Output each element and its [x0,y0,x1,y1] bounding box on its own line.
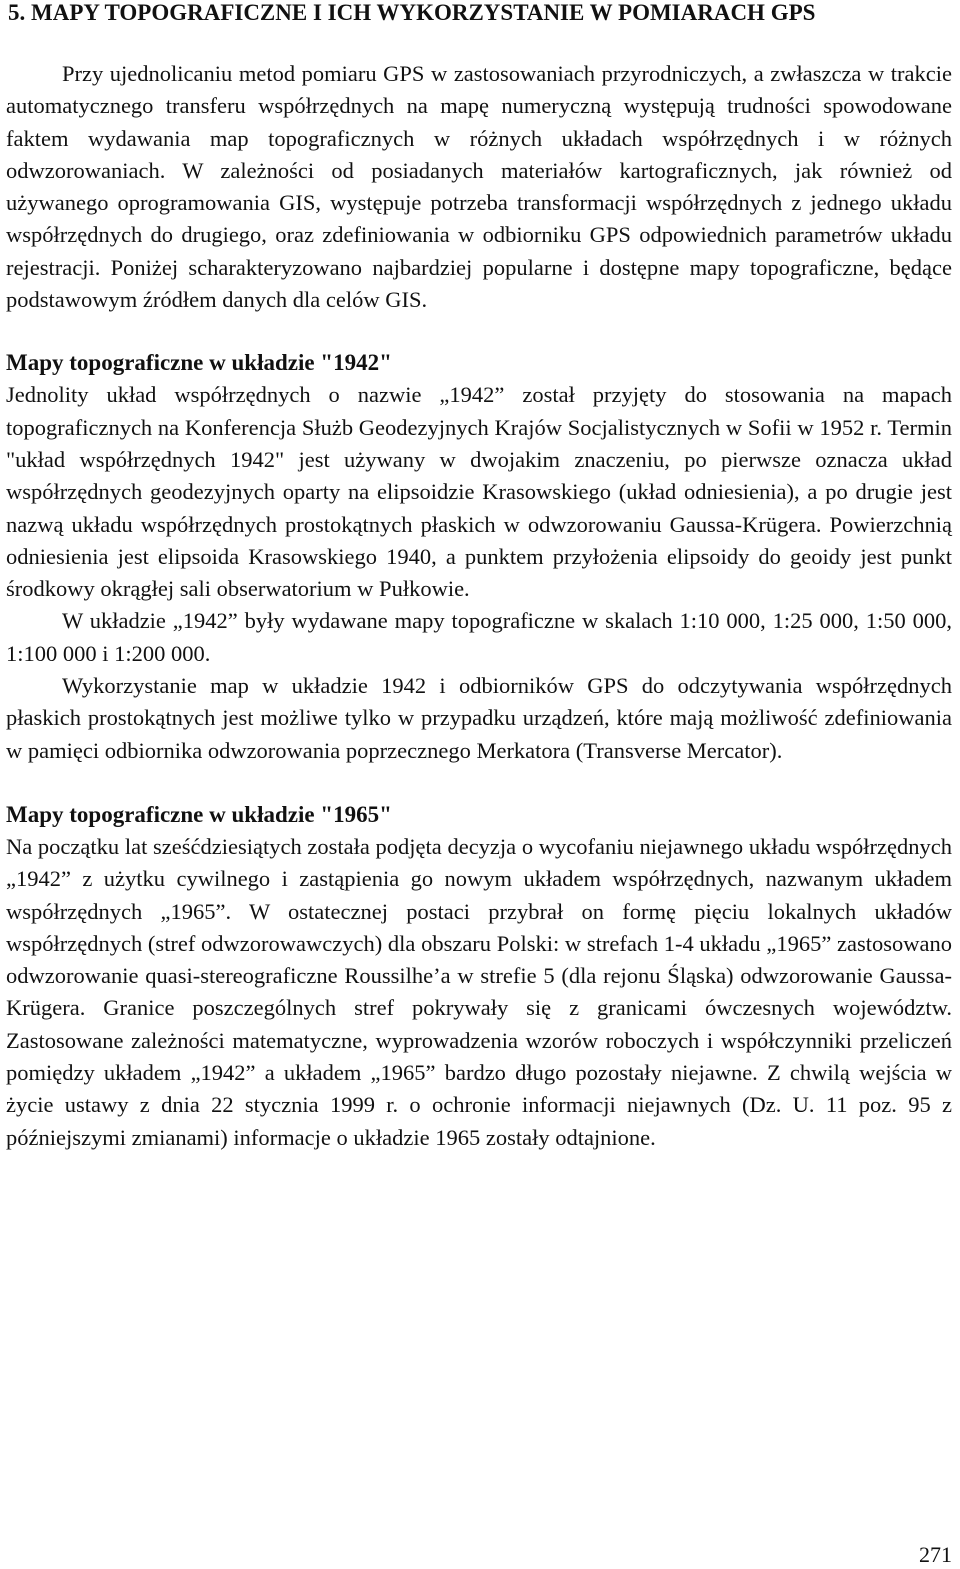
section-1965-paragraph-1: Na początku lat sześćdziesiątych została podjęta decyzja o wycofaniu niejawnego układu współrzędnych „1942” z użytku cywilnego i zastąpienia go nowym układem współrzędnych, nazwanym układem współrzędnych „1965”. W ostatecznej postaci przybrał on formę pięciu lokalnych układów współrzędnych (stref odwzorowawczych) dla obszaru Polski: w strefach 1-4 układu „1965” zastosowano odwzorowanie quasi-stereograficzne Roussilhe’a w strefie 5 (dla rejonu Śląska) odwzorowanie Gaussa-Krügera. Granice poszczególnych stref pokrywały się z granicami ówczesnych województw. Zastosowane zależności matematyczne, wyprowadzenia wzorów roboczych i współczynniki przeliczeń pomiędzy układem „1942” a układem „1965” bardzo długo pozostały niejawne. Z chwilą wejścia w życie ustawy z dnia 22 stycznia 1999 r. o ochronie informacji niejawnych (Dz. U. 11 poz. 95 z późniejszymi zmianami) informacje o układzie 1965 zostały odtajnione. [6,833,952,1150]
chapter-title: 5. MAPY TOPOGRAFICZNE I ICH WYKORZYSTANIE W POMIARACH GPS [8,0,816,25]
section-heading-1942: Mapy topograficzne w układzie "1942" [6,350,392,376]
intro-paragraph: Przy ujednolicaniu metod pomiaru GPS w zastosowaniach przyrodniczych, a zwłaszcza w trakcie automatycznego transferu współrzędnych na mapę numeryczną występują trudności spowodowane faktem wydawania map topograficznych w różnych układach współrzędnych i w różnych odwzorowaniach. W zależności od posiadanych materiałów kartograficznych, jak również od używanego oprogramowania GIS, występuje potrzeba transformacji współrzędnych z jednego układu współrzędnych do drugiego, oraz zdefiniowania w odbiorniku GPS odpowiednich parametrów układu rejestracji. Poniżej scharakteryzowano najbardziej popularne i dostępne mapy topograficzne, będące podstawowym źródłem danych dla celów GIS. [6,61,952,313]
section-1942-paragraph-3: Wykorzystanie map w układzie 1942 i odbiorników GPS do odczytywania współrzędnych płaskich prostokątnych jest możliwe tylko w przypadku urządzeń, które mają możliwość zdefiniowania w pamięci odbiornika odwzorowania poprzecznego Merkatora (Transverse Mercator). [6,673,952,763]
page-number: 271 [919,1542,952,1567]
section-1942-paragraph-1: Jednolity układ współrzędnych o nazwie „1942” został przyjęty do stosowania na mapach topograficznych na Konferencja Służb Geodezyjnych Krajów Socjalistycznych w Sofii w 1952 r. Termin "układ współrzędnych 1942" jest używany w dwojakim znaczeniu, po pierwsze oznacza układ współrzędnych geodezyjnych oparty na elipsoidzie Krasowskiego (układ odniesienia), a po drugie jest nazwą układu współrzędnych prostokątnych płaskich w odwzorowaniu Gaussa-Krügera. Powierzchnią odniesienia jest elipsoida Krasowskiego 1940, a punktem przyłożenia elipsoidy do geoidy jest punkt środkowy okrągłej sali obserwatorium w Pułkowie. [6,382,952,602]
section-1942-paragraph-2: W układzie „1942” były wydawane mapy topograficzne w skalach 1:10 000, 1:25 000, 1:50 000, 1:100 000 i 1:200 000. [6,608,952,666]
document-page [6,0,952,1154]
section-heading-1965: Mapy topograficzne w układzie "1965" [6,801,392,827]
